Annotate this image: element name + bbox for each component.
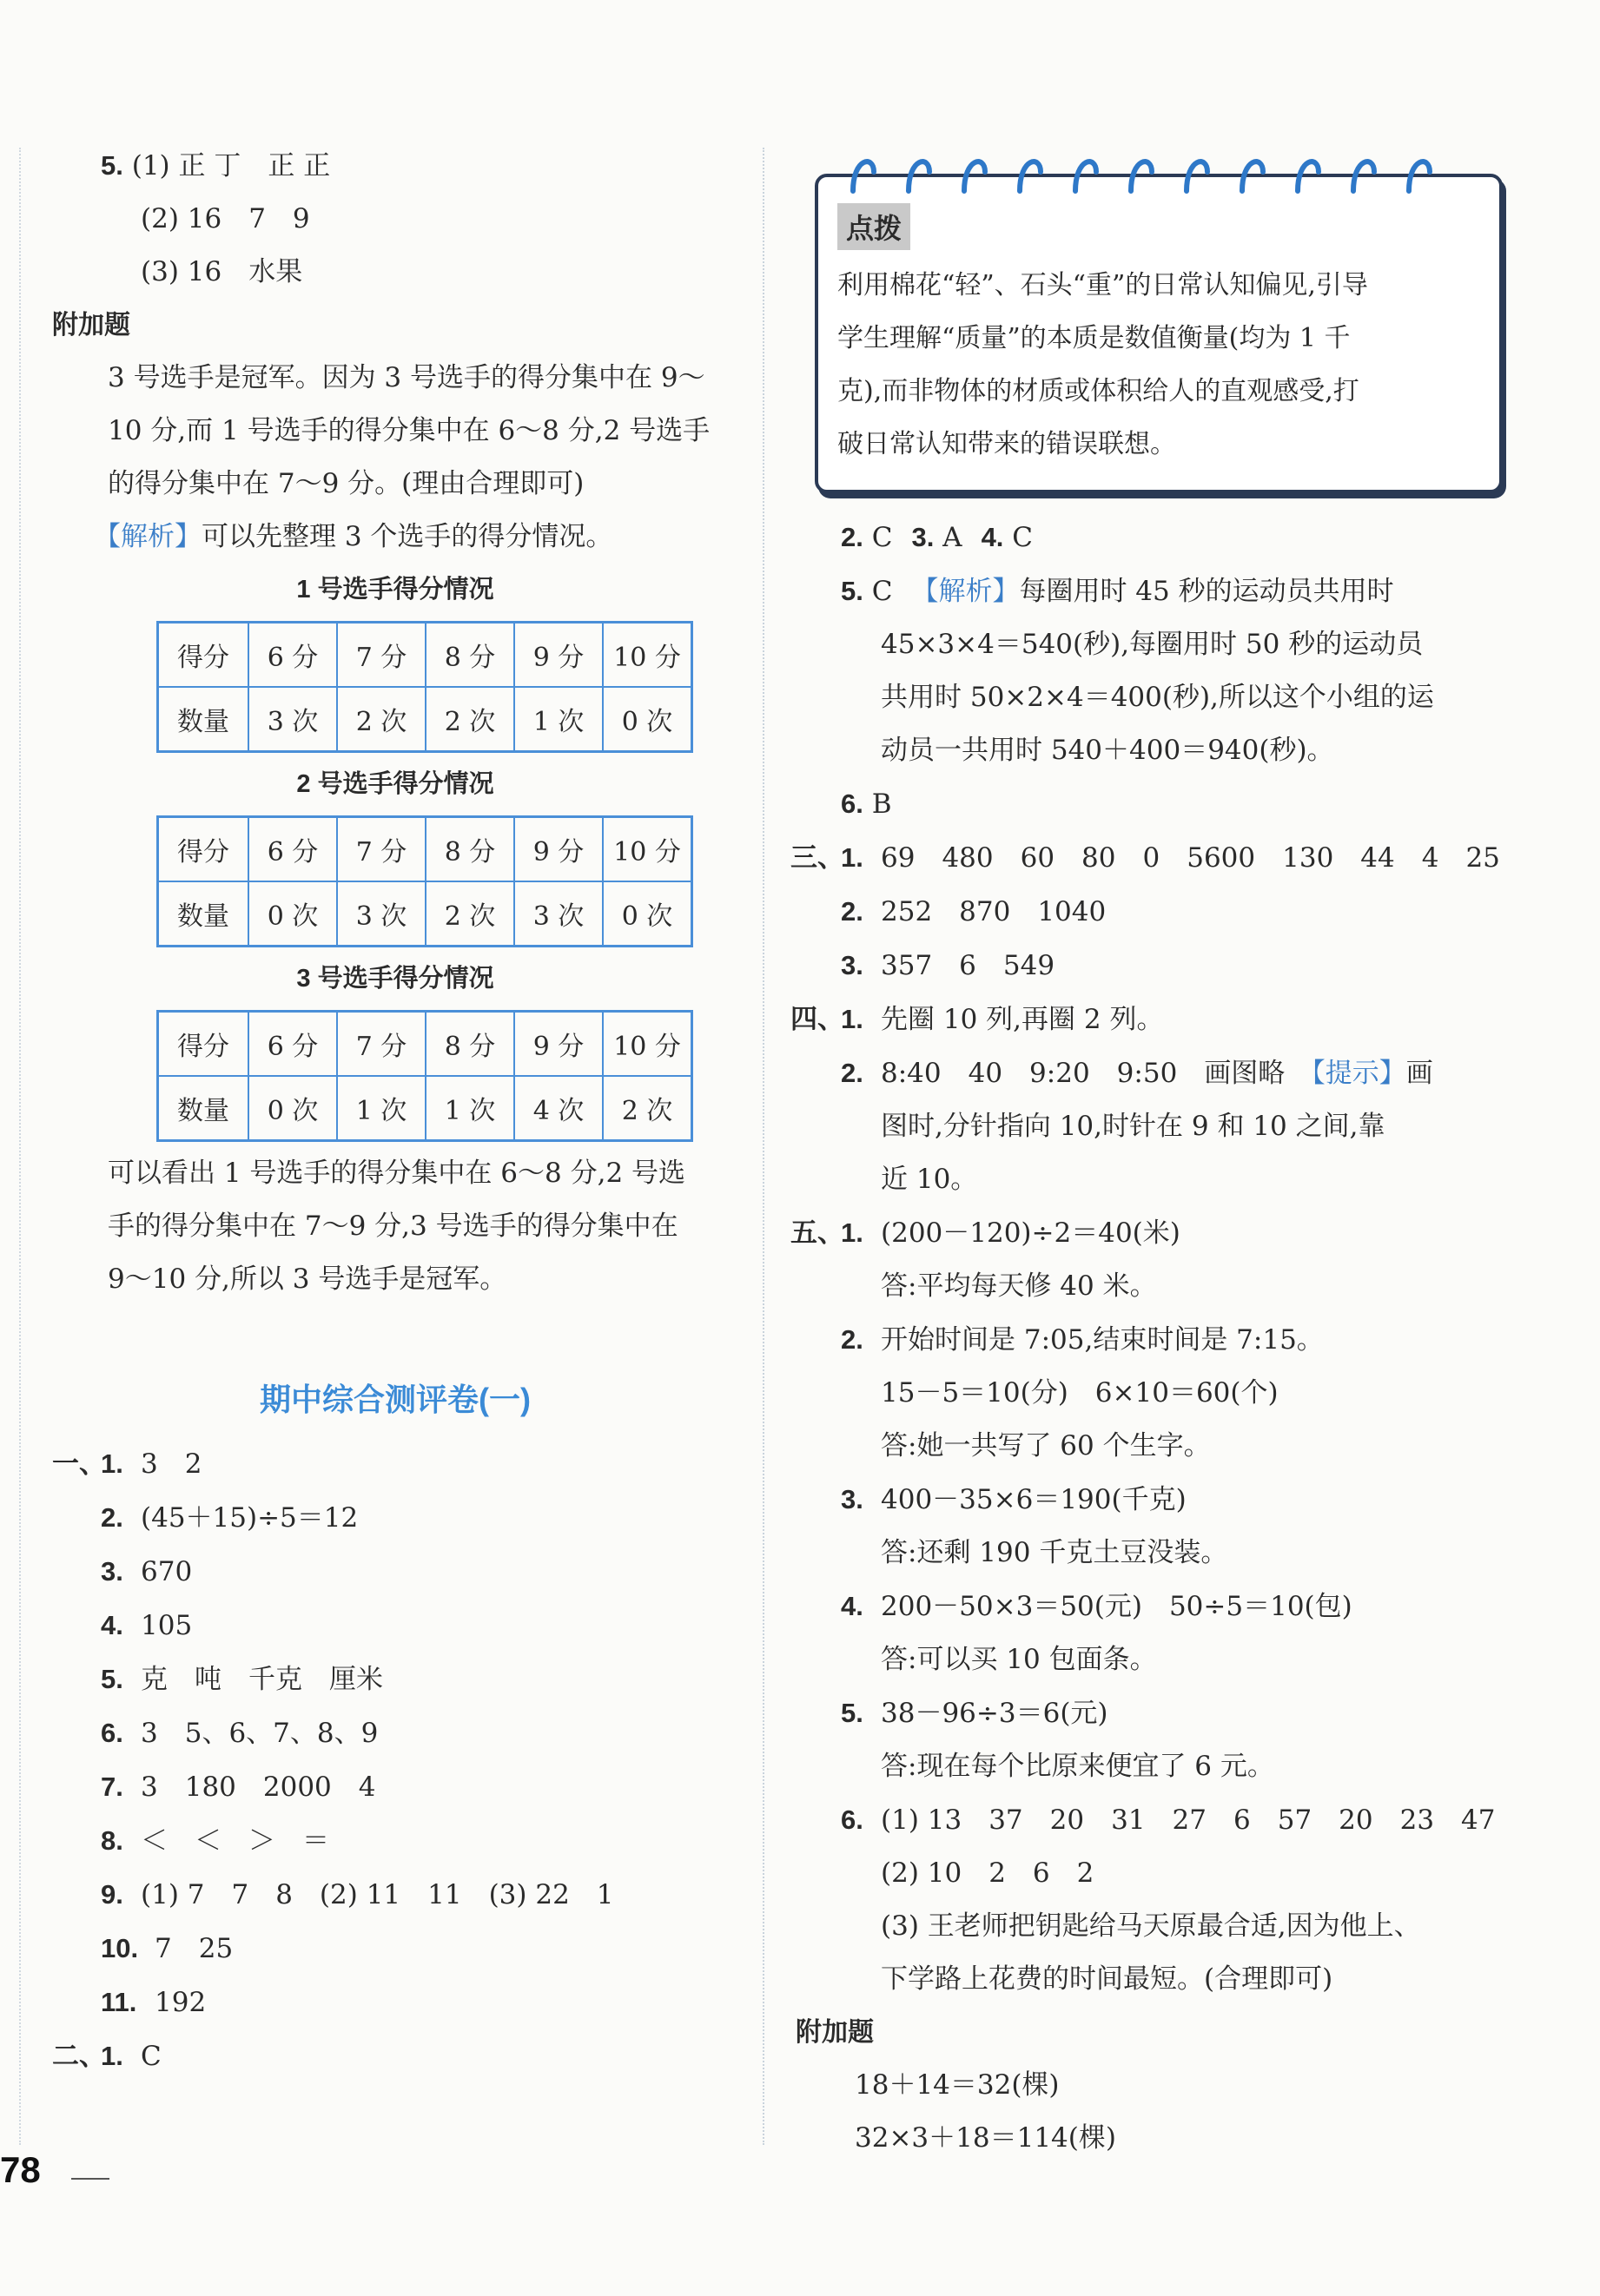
- list-item: 5. 克 吨 千克 厘米: [101, 1664, 383, 1695]
- table-cell: 2 次: [337, 687, 426, 752]
- list-item: 5. 38－96÷3＝6(元): [841, 1698, 1108, 1729]
- table-cell: 数量: [158, 881, 249, 947]
- answer-line: 15－5＝10(分) 6×10＝60(个): [881, 1377, 1279, 1409]
- conclusion-line: 可以看出 1 号选手的得分集中在 6～8 分,2 号选: [108, 1158, 686, 1189]
- bonus-line: 10 分,而 1 号选手的得分集中在 6～8 分,2 号选手: [108, 415, 711, 446]
- table-cell: 得分: [158, 623, 249, 688]
- list-item: 2. 252 870 1040: [841, 896, 1107, 927]
- answers-2-4: 2. C 3. A 4. C: [841, 522, 1034, 553]
- table-cell: 9 分: [514, 623, 603, 688]
- page-number: 78: [0, 2149, 41, 2190]
- bonus-line: 3 号选手是冠军。因为 3 号选手的得分集中在 9～: [108, 362, 705, 393]
- section-1-item-1: 一、1. 3 2: [52, 1448, 202, 1480]
- bonus-line: 32×3＋18＝114(棵): [855, 2122, 1116, 2154]
- tip-heading: 点拨: [837, 203, 910, 250]
- list-item: 7. 3 180 2000 4: [101, 1771, 376, 1803]
- answer-line: 答:现在每个比原来便宜了 6 元。: [881, 1751, 1274, 1782]
- list-item: 11. 192: [101, 1987, 207, 2018]
- section-4-item-1: 四、1. 先圈 10 列,再圈 2 列。: [790, 1004, 1164, 1035]
- answer-line: 下学路上花费的时间最短。(合理即可): [881, 1963, 1333, 1995]
- answer-5-line: 动员一共用时 540＋400＝940(秒)。: [881, 735, 1334, 766]
- tip-notebook-box: [815, 174, 1503, 493]
- table-cell: 10 分: [603, 623, 692, 688]
- table-cell: 8 分: [426, 817, 514, 882]
- table-cell: 1 次: [426, 1076, 514, 1141]
- score-table-3: [156, 1010, 693, 1142]
- conclusion-line: 9～10 分,所以 3 号选手是冠军。: [108, 1263, 507, 1295]
- table-3-title: 3 号选手得分情况: [296, 965, 494, 993]
- table-row: [158, 817, 692, 882]
- table-cell: 6 分: [248, 623, 337, 688]
- tip-line: 学生理解“质量”的本质是数值衡量(均为 1 千: [837, 323, 1351, 353]
- tip-line: 利用棉花“轻”、石头“重”的日常认知偏见,引导: [837, 270, 1368, 300]
- table-cell: 9 分: [514, 1012, 603, 1077]
- table-cell: 数量: [158, 1076, 249, 1141]
- table-cell: 7 分: [337, 623, 426, 688]
- list-item: 4. 105: [101, 1610, 193, 1641]
- table-cell: 0 次: [248, 881, 337, 947]
- table-cell: 4 次: [514, 1076, 603, 1141]
- answer-5-line: 共用时 50×2×4＝400(秒),所以这个小组的运: [881, 682, 1434, 713]
- answer-line: 答:还剩 190 千克土豆没装。: [881, 1537, 1228, 1568]
- table-cell: 8 分: [426, 1012, 514, 1077]
- left-margin-rule: [19, 148, 21, 2145]
- table-1-title: 1 号选手得分情况: [296, 576, 494, 604]
- table-cell: 6 分: [248, 1012, 337, 1077]
- table-cell: 9 分: [514, 817, 603, 882]
- answer-5: 5. C 【解析】每圈用时 45 秒的运动员共用时: [841, 576, 1394, 607]
- table-row: [158, 687, 692, 752]
- tip-line: 破日常认知带来的错误联想。: [837, 429, 1176, 459]
- left-column: [52, 139, 738, 2083]
- q5-line-3: (3) 16 水果: [141, 256, 303, 287]
- table-cell: 7 分: [337, 817, 426, 882]
- table-cell: 0 次: [603, 687, 692, 752]
- bonus-title: 附加题: [796, 2018, 874, 2047]
- list-item: 6. (1) 13 37 20 31 27 6 57 20 23 47: [841, 1804, 1496, 1836]
- list-item: 8. ＜ ＜ ＞ ＝: [101, 1825, 329, 1857]
- column-divider: [763, 148, 764, 2145]
- spiral-rings-icon: [836, 149, 1444, 195]
- answer-line: 答:可以买 10 包面条。: [881, 1644, 1157, 1675]
- answer-line: 答:她一共写了 60 个生字。: [881, 1430, 1211, 1461]
- table-row: [158, 881, 692, 947]
- page-number-dash: [71, 2178, 109, 2180]
- table-cell: 数量: [158, 687, 249, 752]
- list-item: 6. 3 5、6、7、8、9: [101, 1718, 379, 1749]
- score-table-2: [156, 815, 693, 947]
- list-item: 4. 200－50×3＝50(元) 50÷5＝10(包): [841, 1591, 1352, 1622]
- table-cell: 得分: [158, 1012, 249, 1077]
- analysis-tag: 【解析】: [911, 576, 1020, 607]
- section-5-item-1: 五、1. (200－120)÷2＝40(米): [790, 1217, 1180, 1249]
- table-cell: 1 次: [337, 1076, 426, 1141]
- list-item: 2. (45＋15)÷5＝12: [101, 1502, 359, 1534]
- table-cell: 3 次: [514, 881, 603, 947]
- table-row: [158, 1012, 692, 1077]
- table-row: [158, 1076, 692, 1141]
- analysis-tag: 【解析】: [94, 521, 202, 552]
- q5-line-2: (2) 16 7 9: [141, 203, 310, 234]
- section-3-item-1: 三、1. 69 480 60 80 0 5600 130 44 4 25: [790, 842, 1500, 874]
- q5-line-1: 5. (1) 正 丁 正 正: [101, 150, 331, 181]
- table-cell: 10 分: [603, 1012, 692, 1077]
- table-cell: 1 次: [514, 687, 603, 752]
- table-cell: 10 分: [603, 817, 692, 882]
- answer-5-line: 45×3×4＝540(秒),每圈用时 50 秒的运动员: [881, 629, 1424, 660]
- bonus-line: 18＋14＝32(棵): [855, 2069, 1060, 2101]
- table-cell: 0 次: [248, 1076, 337, 1141]
- analysis-line: 【解析】可以先整理 3 个选手的得分情况。: [94, 521, 613, 552]
- section-4-item-2-line: 图时,分针指向 10,时针在 9 和 10 之间,靠: [881, 1111, 1385, 1142]
- section-4-item-2-line: 近 10。: [881, 1164, 978, 1195]
- section-4-item-2: 2. 8:40 40 9:20 9:50 画图略 【提示】画: [841, 1058, 1433, 1089]
- table-cell: 8 分: [426, 623, 514, 688]
- conclusion-line: 手的得分集中在 7～9 分,3 号选手的得分集中在: [108, 1211, 678, 1242]
- hint-tag: 【提示】: [1312, 1058, 1406, 1089]
- list-item: 10. 7 25: [101, 1933, 234, 1964]
- list-item: 3. 357 6 549: [841, 950, 1055, 981]
- answer-6: 6. B: [841, 788, 892, 820]
- bonus-line: 的得分集中在 7～9 分。(理由合理即可): [108, 468, 585, 499]
- answer-line: 答:平均每天修 40 米。: [881, 1270, 1157, 1302]
- answer-line: (3) 王老师把钥匙给马天原最合适,因为他上、: [881, 1910, 1421, 1942]
- list-item: 3. 670: [101, 1556, 193, 1587]
- answer-line: (2) 10 2 6 2: [881, 1857, 1094, 1889]
- part-title: 期中综合测评卷(一): [260, 1382, 531, 1417]
- section-2-item-1: 二、1. C: [52, 2041, 162, 2072]
- table-cell: 2 次: [426, 687, 514, 752]
- table-cell: 6 分: [248, 817, 337, 882]
- score-table-1: [156, 621, 693, 753]
- list-item: 9. (1) 7 7 8 (2) 11 11 (3) 22 1: [101, 1879, 614, 1910]
- table-cell: 2 次: [426, 881, 514, 947]
- table-cell: 3 次: [248, 687, 337, 752]
- table-cell: 0 次: [603, 881, 692, 947]
- list-item: 3. 400－35×6＝190(千克): [841, 1484, 1187, 1515]
- table-row: [158, 623, 692, 688]
- table-cell: 得分: [158, 817, 249, 882]
- bonus-title: 附加题: [52, 311, 130, 340]
- table-cell: 2 次: [603, 1076, 692, 1141]
- tip-line: 克),而非物体的材质或体积给人的直观感受,打: [837, 376, 1359, 406]
- right-column: [790, 139, 1500, 2165]
- table-2-title: 2 号选手得分情况: [296, 770, 494, 798]
- table-cell: 7 分: [337, 1012, 426, 1077]
- list-item: 2. 开始时间是 7:05,结束时间是 7:15。: [841, 1324, 1324, 1356]
- table-cell: 3 次: [337, 881, 426, 947]
